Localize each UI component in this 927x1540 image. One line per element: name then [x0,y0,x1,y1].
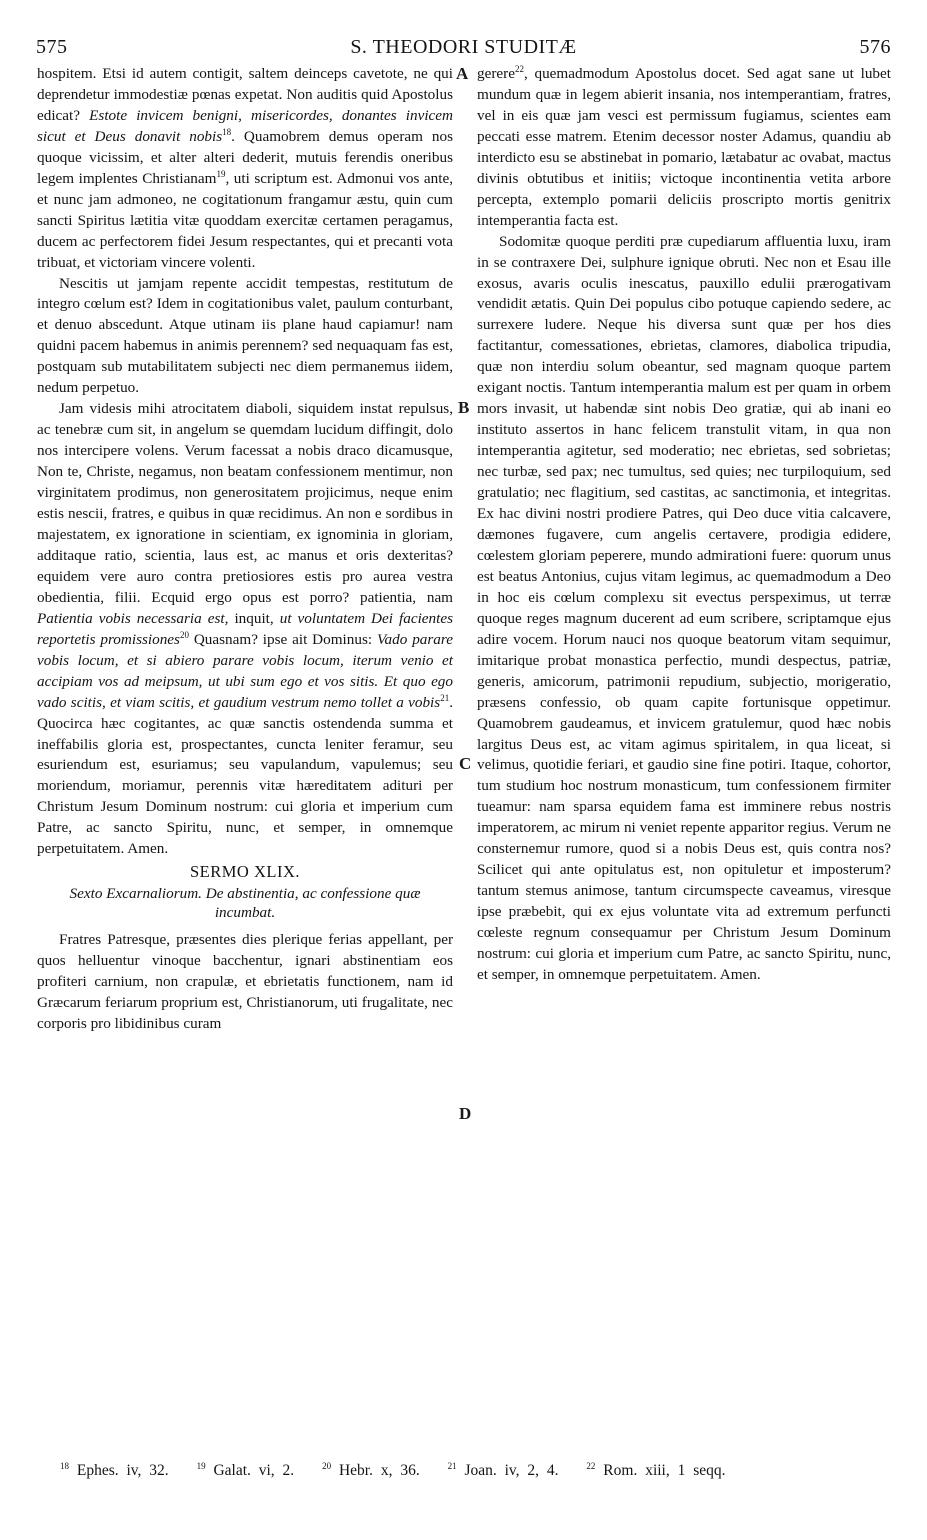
sermon-subtitle: Sexto Excarnaliorum. De abstinentia, ac confessione quæ incumbat. [69,885,421,922]
footnote-number: 21 [447,1460,457,1471]
footnote-text: Hebr. x, 36. [338,1462,420,1479]
running-title: S. THEODORI STUDITÆ [350,36,577,58]
footnote-number: 20 [322,1460,332,1471]
footnote [322,1462,420,1479]
sermon-title: SERMO XLIX. [189,862,300,882]
footnote-ref: 22 [514,63,524,74]
text-run: , quemadmodum Apostolus docet. Sed agat sane ut lubet mundum quæ in legem abierit insania, nos intemperantiam, fratres, vel in eis quæ jam vesci est permissum fugiamus, scientes eam peccati esse matrem. Etenim decessor noster Adamus, quandiu ab interdicto esu se abstinebat in pomario, lætabatur ac ovabat, mactus divinis obtutibus et initiis; victoque incontinentia vetita arbore percepta, extemplo pomarii deliciis proscripto mortis genitrix intemperantia facta est. [477,65,891,229]
paragraph [477,64,891,232]
paragraph: Nescitis ut jamjam repente accidit tempestas, restitutum de integro cœlum est? Idem in cogitationibus valet, paulum conturbant, et denuo abscedunt. Atque utinam iis plane haud capiamur! nam quidni pacem habemus in animis perennem? sed nequaquam fas est, postquam sub mutabilitatem subjecti nec diem permanemus iidem, nedum perpetuo. [37,274,453,397]
footnote-text: Joan. iv, 2, 4. [464,1462,559,1479]
paragraph [37,399,453,860]
text-run: gerere [477,65,515,82]
footnote-number: 22 [586,1460,596,1471]
footnote [448,1462,559,1479]
paragraph: Sodomitæ quoque perditi præ cupediarum affluentia luxu, iram in se contraxere Dei, sulphure ignique obruti. Nec non et Esau ille exosus, avaris oculis inescatus, pauxillo edulii prærogativam vendidit ætatis. Quin Dei populus cibo potuque capiendo sedere, ac surrexere ludere. Neque his diversa sunt quæ per hos dies factitantur, comessationes, ebrietas, clamores, diabolica tripudia, quæ non interdiu solum obeantur, sed magnam quoque partem exigant noctis. Tantum intemperantia malum est per quam in orbem mors invasit, ut habendæ sint nobis Deo gratiæ, qui ab inani eo instituto assertos in hanc felicem transtulit vitam, in qua non intemperantia agitetur, sed moderatio; nec ebrietas, sed sobrietas; nec turbæ, sed pax; nec tumultus, sed quies; nec turpiloquium, sed gratulatio; nec flagitium, sed castitas, ac sanctimonia, et integritas. Ex hac divini nostri prodiere Patres, qui Deo duce vitia calcavere, dæmones fugavere, cum angelis certavere, prodigia edidere, cœlestem gloriam peperere, mundo admirationi fuere: quorum unus est beatus Antonius, cujus vitam legimus, ac quemadmodum a Deo in hoc eis cœlum complexu sit evectus perspeximus, ut terræ quoque reges magnum ducerent ad eum scribere, scriptamque ejus adire vocem. Horum nauci nos quoque beatorum vitam sequimur, imitarique probat monastica perfectio, mundi despectus, patriæ, generis, amicorum, patrimonii repudium, subjectio, morigeratio, præsens confessio, ob quam capite fortunisque oppetimur. Quamobrem gaudeamus, et invicem gratulemur, quod hæc nobis largitus Deus est, ac vitam agimus spiritalem, in qua liceat, si velimus, quotidie feriari, et gaudio sine fine potiri. Itaque, cohortor, tum studium hoc nostrum monasticum, tum confessionem firmiter tueamur: nam sparsa equidem fama est imminere rebus nostris imperatorem, ac mirum ni veniet repente apparitor regius. Verum ne consternemur rumore, quod si a nobis Deus est, quis contra nos? Scilicet qui ante opitulatus est, non opituletur et imposterum? tantum stemus animose, tantum circumspecte caveamus, viresque ipse præbebit, qui ex ejus voluntate vita ad extremum perfuncti cœleste regnum consequamur per Christum Jesum Dominum nostrum: cui gloria et imperium cum Patre, ac sancto Spiritu, nunc, et semper, in omnemque perpetuitatem. Amen. [477,232,891,983]
text-run: Quasnam? ipse ait Dominus: [188,630,377,648]
margin-letter-c: C [459,754,472,773]
footnote [60,1462,169,1479]
footnote-text: Galat. vi, 2. [213,1462,295,1479]
footnote-number: 19 [196,1460,206,1471]
footnote-ref: 18 [222,126,232,137]
footnotes [60,1462,867,1480]
paragraph [37,64,453,274]
paragraph: Fratres Patresque, præsentes dies plerique ferias appellant, per quos helluentur vinoque bacchentur, ignari abstinentiam eos profiteri carnium, non crapulæ, et ebrietatis functionem, nam id Græcarum feriarum proprium est, Christianorum, uti frugalitate, nec corporis pro libidinibus curam [37,931,453,1032]
scripture-quote: Patientia vobis necessaria est, [37,609,229,627]
text-run: . Quamobrem demus operam nos quoque vicissim, et alter alteri dederit, mutuis ferendis oneribus legem implentes Christianam [37,127,453,187]
scripture-quote: ut voluntatem Dei facientes reportetis promissiones [37,609,453,648]
text-run: inquit, [228,609,280,627]
footnote-ref: 21 [440,692,450,703]
footnote-text: Ephes. iv, 32. [76,1462,169,1479]
page-header [36,36,891,66]
footnote-ref: 19 [216,168,226,179]
text-run: Jam videsis mihi atrocitatem diaboli, siquidem instat repulsus, ac tenebræ cum sit, in angelum se quemdam lucidum diffingit, dolo nos intercipere volens. Verum facessat a nobis draco dicamusque, Non te, Christe, negamus, non beatam confessionem mentimur, non virginitatem prodimus, non generositatem projicimus, neque enim estis nescii, fratres, e quibus in quæ recidimus. An non e sordibus in majestatem, ex ignoratione in scientiam, ex ignominia in gloriam, additaque ratio, scientia, laus est, ac manus et oris dexteritas? equidem vere auro contra pretiosiores estis pro aurea vestra obedientia, filii. Ecquid ergo opus est porro? patientia, nam [37,400,453,606]
left-column [37,64,453,1035]
page-number-right: 576 [859,36,891,58]
margin-letter-b: B [458,398,470,417]
margin-letter-a: A [456,64,469,83]
page-number-left: 575 [36,36,68,58]
text-run: hospitem. Etsi id autem contigit, saltem deinceps cavetote, ne qui deprendetur immodestiæ pœnas expetat. Non auditis quid Apostolus edicat? [37,65,453,124]
scripture-quote: Vado parare vobis locum, et si abiero parare vobis locum, iterum venio et accipiam vos ad meipsum, ut ubi sum ego et vos sitis. Et quo ego vado scitis, et viam scitis, et gaudium vestrum nemo tollet a vobis [37,630,453,711]
scripture-quote: Estote invicem benigni, misericordes, donantes invicem sicut et Deus donavit nobis [37,106,454,145]
footnote [197,1462,295,1479]
text-run: . Quocirca hæc cogitantes, ac quæ sanctis ostendenda summa et ineffabilis gloria est, prospectantes, cuncta leniter feramur, seu esuriendum est, esuriamus; seu vapulandum, vapulemus; seu moriendum, moriamur, perennis vitæ hæreditatem adituri per Christum Jesum Dominum nostrum: cui gloria et imperium cum Patre, ac sancto Spiritu, nunc, et semper, in omnemque perpetuitatem. Amen. [37,693,453,858]
text-run: , uti scriptum est. Admonui vos ante, et nunc jam admoneo, ne cogitationum frangamur æstu, quin cum sancti Spiritus lætitia vitæ quoddam exercitæ certamen peragamus, ducem ac perfectorem fidei Jesum respectantes, qui et precanti vota tribuat, et victoriam vincere volenti. [37,169,454,271]
footnote-number: 18 [60,1460,69,1471]
footnote [586,1462,725,1479]
margin-letter-d: D [459,1104,472,1123]
footnote-ref: 20 [179,629,189,640]
right-column [477,64,891,986]
footnote-text: Rom. xiii, 1 seqq. [603,1462,726,1479]
